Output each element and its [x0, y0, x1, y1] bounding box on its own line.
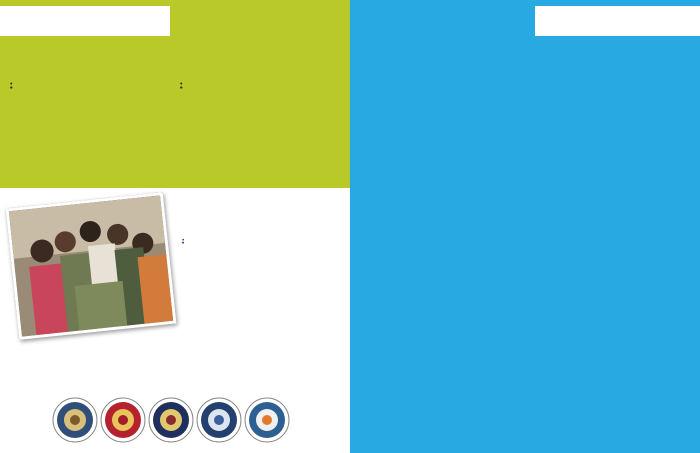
coast-guard-seal-icon — [244, 397, 290, 443]
green-band — [0, 42, 350, 188]
partner-network-diagram — [350, 100, 700, 360]
page-title — [0, 6, 170, 9]
veterans-facts — [182, 237, 342, 240]
collab-title — [535, 6, 700, 12]
army-seal-icon — [52, 397, 98, 443]
title-box — [0, 6, 170, 36]
veteran-family-photo — [6, 192, 177, 340]
goals-list-right — [180, 80, 342, 84]
navy-seal-icon — [148, 397, 194, 443]
collab-title-box — [535, 6, 700, 36]
air-force-seal-icon — [196, 397, 242, 443]
goals-list-left — [10, 80, 168, 84]
military-seals — [52, 397, 292, 445]
collaborative-efforts-panel — [350, 0, 700, 453]
marine-seal-icon — [100, 397, 146, 443]
family-photo-illustration — [9, 195, 173, 336]
